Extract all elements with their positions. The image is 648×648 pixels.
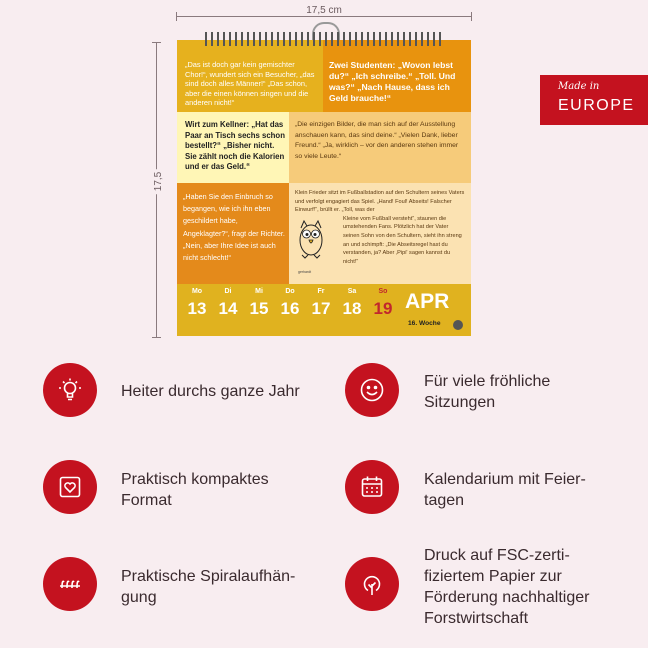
publisher-logo [453,320,463,330]
day-label: Di [224,288,232,295]
day-label: Fr [317,288,325,295]
week-number: 16. Woche [408,320,441,327]
width-dimension-line [176,5,472,17]
calendar-icon [345,460,399,514]
feature-spirale: Praktische Spiralaufhän-gung [121,568,296,606]
joke-panel-4: „Die einzigen Bilder, die man sich auf der Ausstellung anschauen kann, das sind deine.“ „Vielen Dank, lieber Freund.“ „Ja, wirklich – vor den anderen stehen immer so viele Leute.“ [289,112,471,183]
feature-heiter: Heiter durchs ganze Jahr [121,383,300,400]
day-number: 15 [249,299,269,318]
compact-format-icon [43,460,97,514]
badge-region: EUROPE [558,97,635,114]
day-tuesday [213,288,243,319]
day-number: 16 [280,299,300,318]
day-saturday [337,288,367,319]
joke-panel-2: Zwei Studenten: „Wovon lebst du?“ „Ich schreibe.“ „Toll. Und was?“ „Nach Hause, dass ich Geld brauche!“ [323,40,471,112]
day-label: Sa [347,288,357,295]
day-wednesday [244,288,274,319]
made-in-europe-badge [540,75,648,125]
feature-sitzungen: Für viele fröhliche Sitzungen [424,373,551,411]
day-sunday [368,288,398,319]
day-label: So [378,288,388,295]
calendar-product-image [177,40,471,336]
smiley-icon [345,363,399,417]
joke-panel-6-rest: Kleine vom Fußball versteht“, staunen die umstehenden Fans. Plötzlich hat der Vater seinen Sohn von den Schultern, sieht ihn streng an und schimpft: „Die Abseitsregel hast du verstanden, ja? Aber ‚Pipi' sagen kannst du nicht!“ [343,215,462,265]
spiral-binding-icon [43,557,97,611]
joke-panel-5: „Haben Sie den Einbruch so begangen, wie ich ihn eben geschildert habe, Angeklagter?“, fragt der Richter. „Nein, aber Ihre Idee ist auch nicht schlecht!“ [177,183,289,284]
day-number: 13 [187,299,207,318]
day-label: Mo [191,288,203,295]
day-number: 14 [218,299,238,318]
feature-kompakt: Praktisch kompaktes Format [121,471,269,509]
joke-panel-1: „Das ist doch gar kein gemischter Chor!“, wundert sich ein Besucher, „das sind doch alles Männer!“ „Das schon, aber die einen können singen und die anderen nicht!“ [177,40,323,112]
day-label: Do [285,288,295,295]
day-label: Mi [255,288,263,295]
lightbulb-icon [43,363,97,417]
feature-kalendarium: Kalendarium mit Feier-tagen [424,471,586,509]
owl-illustration [295,218,327,260]
joke-panel-3: Wirt zum Kellner: „Hat das Paar an Tisch sechs schon bestellt?“ „Bisher nicht. Sie zählt noch die Kalorien und er das Geld.“ [177,112,289,183]
week-strip [177,284,471,336]
feature-fsc: Druck auf FSC-zerti-fiziertem Papier zur Förderung nachhaltiger Forstwirtschaft [424,547,590,627]
spiral-binding [205,32,443,46]
month-label: APR [405,290,450,313]
width-dimension-label: 17,5 cm [302,5,346,16]
day-number: 19 [373,299,393,318]
badge-made-in: Made in [558,81,600,92]
tree-icon [345,557,399,611]
joke-panel-6-intro: Klein Frieder sitzt im Fußballstadion auf den Schultern seines Vaters und verfolgt engagiert das Spiel. „Hand! Foul! Abseits! Falscher Einwurf!“, brüllt er. „Toll, was der [295,190,465,214]
day-number: 17 [311,299,331,318]
day-monday [182,288,212,319]
day-thursday [275,288,305,319]
day-number: 18 [342,299,362,318]
owl-credit: gerhardt [298,270,312,274]
height-dimension-label: 17,5 [153,169,164,194]
day-friday [306,288,336,319]
